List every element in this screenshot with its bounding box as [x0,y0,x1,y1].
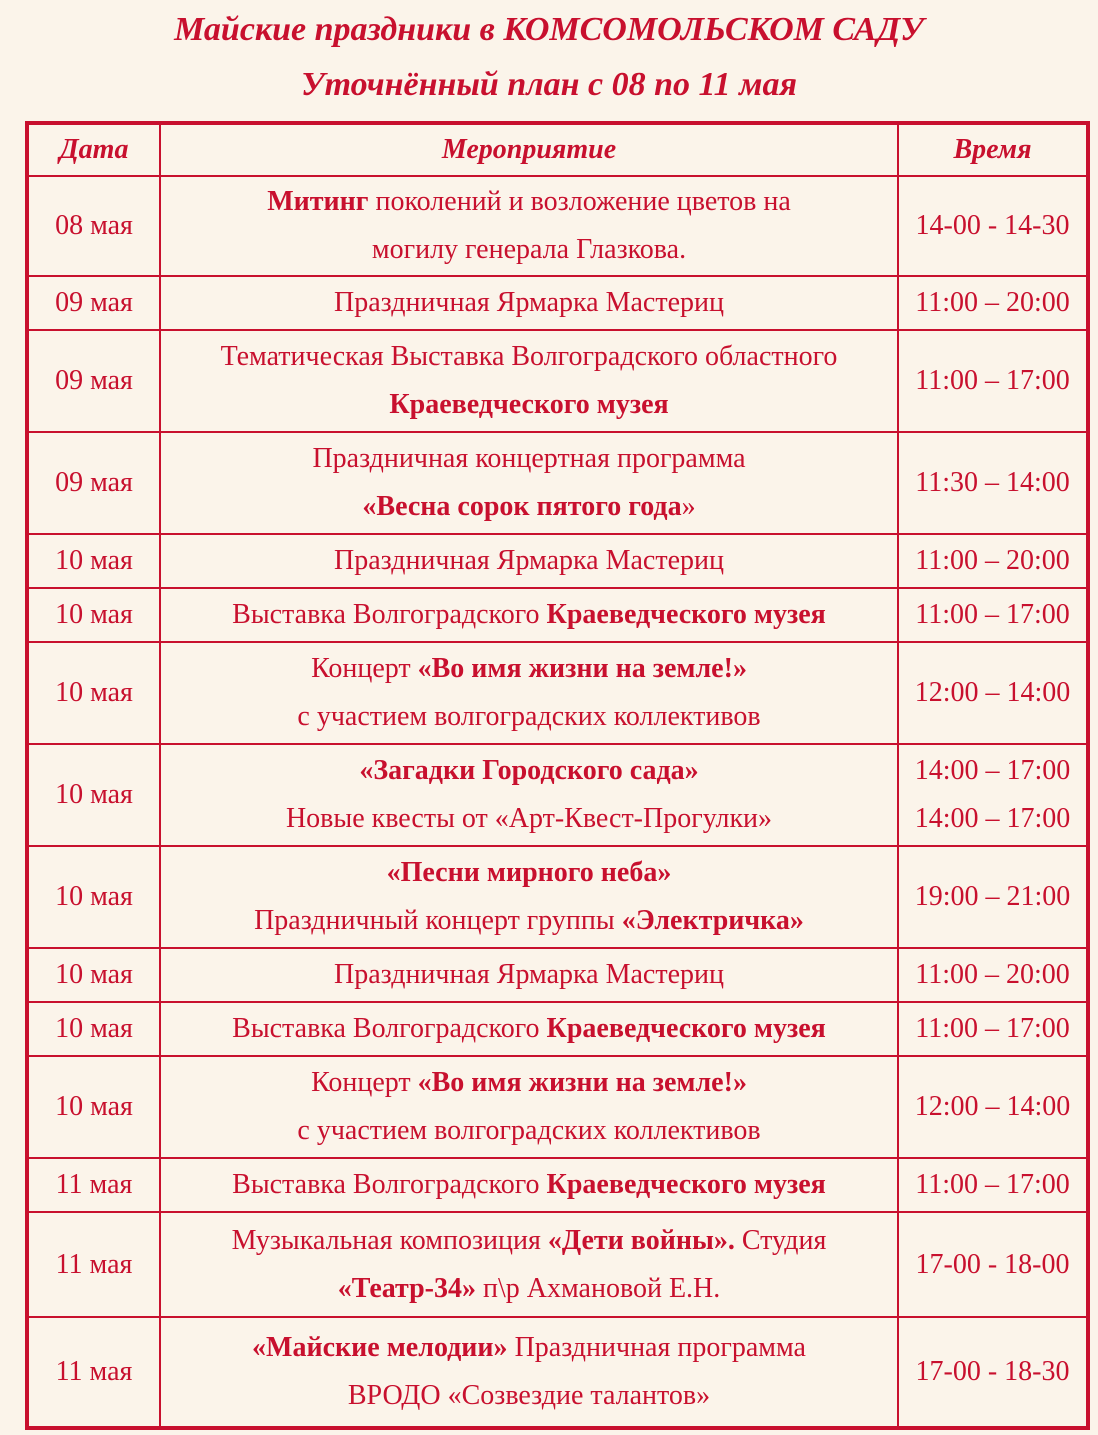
cell-event [160,330,898,432]
event-text: ВРОДО «Созвездие талантов» [347,1380,711,1411]
event-text-bold: Краеведческого музея [546,599,826,630]
event-line [167,591,891,639]
cell-time [898,642,1087,744]
event-line [167,1217,891,1265]
event-text-bold: Митинг [267,186,369,217]
cell-time [898,948,1087,1002]
time-value: 11:00 – 20:00 [915,287,1070,318]
table-row [28,846,1087,948]
cell-event [160,176,898,276]
table-row [28,330,1087,432]
schedule-table [25,121,1090,1430]
event-line [167,435,891,483]
cell-date: 10 мая [28,1002,160,1056]
event-line [167,1107,891,1155]
cell-event [160,846,898,948]
event-text: с участием волгоградских коллективов [297,701,761,732]
event-text: Концерт [311,653,418,684]
event-line [167,1265,891,1313]
time-value: 11:00 – 17:00 [915,599,1070,630]
table-row [28,1002,1087,1056]
table-row [28,744,1087,846]
cell-event [160,948,898,1002]
event-line [167,897,891,945]
event-line [167,951,891,999]
time-value: 17-00 - 18-00 [915,1248,1070,1280]
event-line [167,849,891,897]
table-row [28,432,1087,534]
event-text-bold: «Майские мелодии» [252,1332,508,1363]
event-line [167,1005,891,1053]
time-value: 19:00 – 21:00 [914,881,1071,912]
event-text-bold: «Песни мирного неба» [386,857,672,888]
cell-event [160,276,898,330]
event-line [167,747,891,795]
time-value: 11:00 – 20:00 [915,959,1070,990]
event-text-bold: «Весна сорок пятого года [362,491,682,522]
cell-time [898,846,1087,948]
time-value: 14:00 – 17:00 [914,755,1071,786]
event-text-bold: «Во имя жизни на земле!» [417,1067,747,1098]
event-text-bold: «Загадки Городского сада» [359,755,699,786]
event-text-bold: «Во имя жизни на земле!» [417,653,747,684]
event-text: Концерт [311,1067,418,1098]
event-text: п\р Ахмановой Е.Н. [476,1272,721,1304]
event-line [167,333,891,381]
header-date: Дата [28,124,160,176]
event-text: Студия [734,1224,827,1256]
event-line [167,1372,891,1420]
event-line [167,178,891,226]
table-row [28,1056,1087,1158]
cell-event [160,588,898,642]
cell-date: 11 мая [28,1317,160,1427]
cell-event [160,1212,898,1317]
table-row [28,1158,1087,1212]
event-text-bold: Краеведческого музея [389,389,669,420]
table-row [28,534,1087,588]
event-line [167,279,891,327]
time-value: 14-00 - 14-30 [915,210,1070,241]
event-line [167,226,891,274]
table-header-row [28,124,1087,176]
cell-time [898,1317,1087,1427]
event-text: Выставка Волгоградского [232,599,547,630]
table-row [28,1317,1087,1427]
event-text: Праздничный концерт группы [254,905,622,936]
time-value: 11:00 – 20:00 [915,545,1070,576]
event-text-bold: «Дети войны». [547,1224,735,1256]
cell-time [898,1212,1087,1317]
cell-event [160,642,898,744]
event-text: Тематическая Выставка Волгоградского областного [220,341,838,372]
table-row [28,1212,1087,1317]
event-text: Праздничная Ярмарка Мастериц [334,545,724,576]
cell-date: 09 мая [28,276,160,330]
time-value: 11:00 – 17:00 [915,365,1070,396]
time-value: 17-00 - 18-30 [915,1356,1070,1387]
event-text: Праздничная программа [507,1332,806,1363]
cell-date: 10 мая [28,642,160,744]
cell-time [898,1056,1087,1158]
event-text: Выставка Волгоградского [232,1013,547,1044]
event-line [167,381,891,429]
schedule-body [28,176,1087,1427]
event-text: Праздничная концертная программа [312,443,746,474]
cell-event [160,432,898,534]
cell-date: 11 мая [28,1158,160,1212]
time-value: 12:00 – 14:00 [914,677,1071,708]
time-value: 11:00 – 17:00 [915,1169,1070,1200]
cell-event [160,1002,898,1056]
page-title: Майские праздники в КОМСОМОЛЬСКОМ САДУ [174,11,924,48]
cell-time [898,1158,1087,1212]
time-value: 14:00 – 17:00 [914,803,1071,834]
cell-date: 09 мая [28,432,160,534]
cell-event [160,1158,898,1212]
event-text: могилу генерала Глазкова. [371,234,687,265]
header-event: Мероприятие [160,124,898,176]
table-row [28,948,1087,1002]
cell-date: 10 мая [28,534,160,588]
cell-event [160,1317,898,1427]
cell-event [160,744,898,846]
cell-time [898,176,1087,276]
event-text-bold: Краеведческого музея [546,1013,826,1044]
cell-date: 11 мая [28,1212,160,1317]
table-row [28,276,1087,330]
event-text: поколений и возложение цветов на [368,186,791,217]
event-text: Новые квесты от «Арт-Квест-Прогулки» [285,803,773,834]
cell-date: 10 мая [28,948,160,1002]
event-line [167,645,891,693]
cell-time [898,744,1087,846]
cell-time [898,534,1087,588]
event-line [167,1161,891,1209]
header-time: Время [898,124,1087,176]
page-subtitle: Уточнённый план с 08 по 11 мая [300,66,797,103]
cell-date: 09 мая [28,330,160,432]
time-value: 11:30 – 14:00 [915,467,1070,498]
event-line [167,795,891,843]
event-line [167,1059,891,1107]
cell-date: 10 мая [28,1056,160,1158]
cell-time [898,1002,1087,1056]
cell-event [160,534,898,588]
event-line [167,483,891,531]
event-text: с участием волгоградских коллективов [297,1115,761,1146]
cell-time [898,276,1087,330]
event-text: Музыкальная композиция [231,1224,548,1256]
event-text: Праздничная Ярмарка Мастериц [334,287,724,318]
cell-date: 10 мая [28,744,160,846]
event-text: » [681,491,696,522]
cell-time [898,432,1087,534]
event-text: Праздничная Ярмарка Мастериц [334,959,724,990]
cell-event [160,1056,898,1158]
cell-date: 10 мая [28,588,160,642]
table-row [28,642,1087,744]
cell-time [898,330,1087,432]
event-line [167,1324,891,1372]
event-text-bold: Краеведческого музея [546,1169,826,1200]
cell-date: 10 мая [28,846,160,948]
table-row [28,176,1087,276]
table-row [28,588,1087,642]
time-value: 12:00 – 14:00 [914,1091,1071,1122]
cell-time [898,588,1087,642]
cell-date: 08 мая [28,176,160,276]
event-line [167,693,891,741]
time-value: 11:00 – 17:00 [915,1013,1070,1044]
event-text: Выставка Волгоградского [232,1169,547,1200]
event-text-bold: «Театр-34» [337,1272,477,1304]
event-line [167,537,891,585]
event-text-bold: «Электричка» [621,905,804,936]
